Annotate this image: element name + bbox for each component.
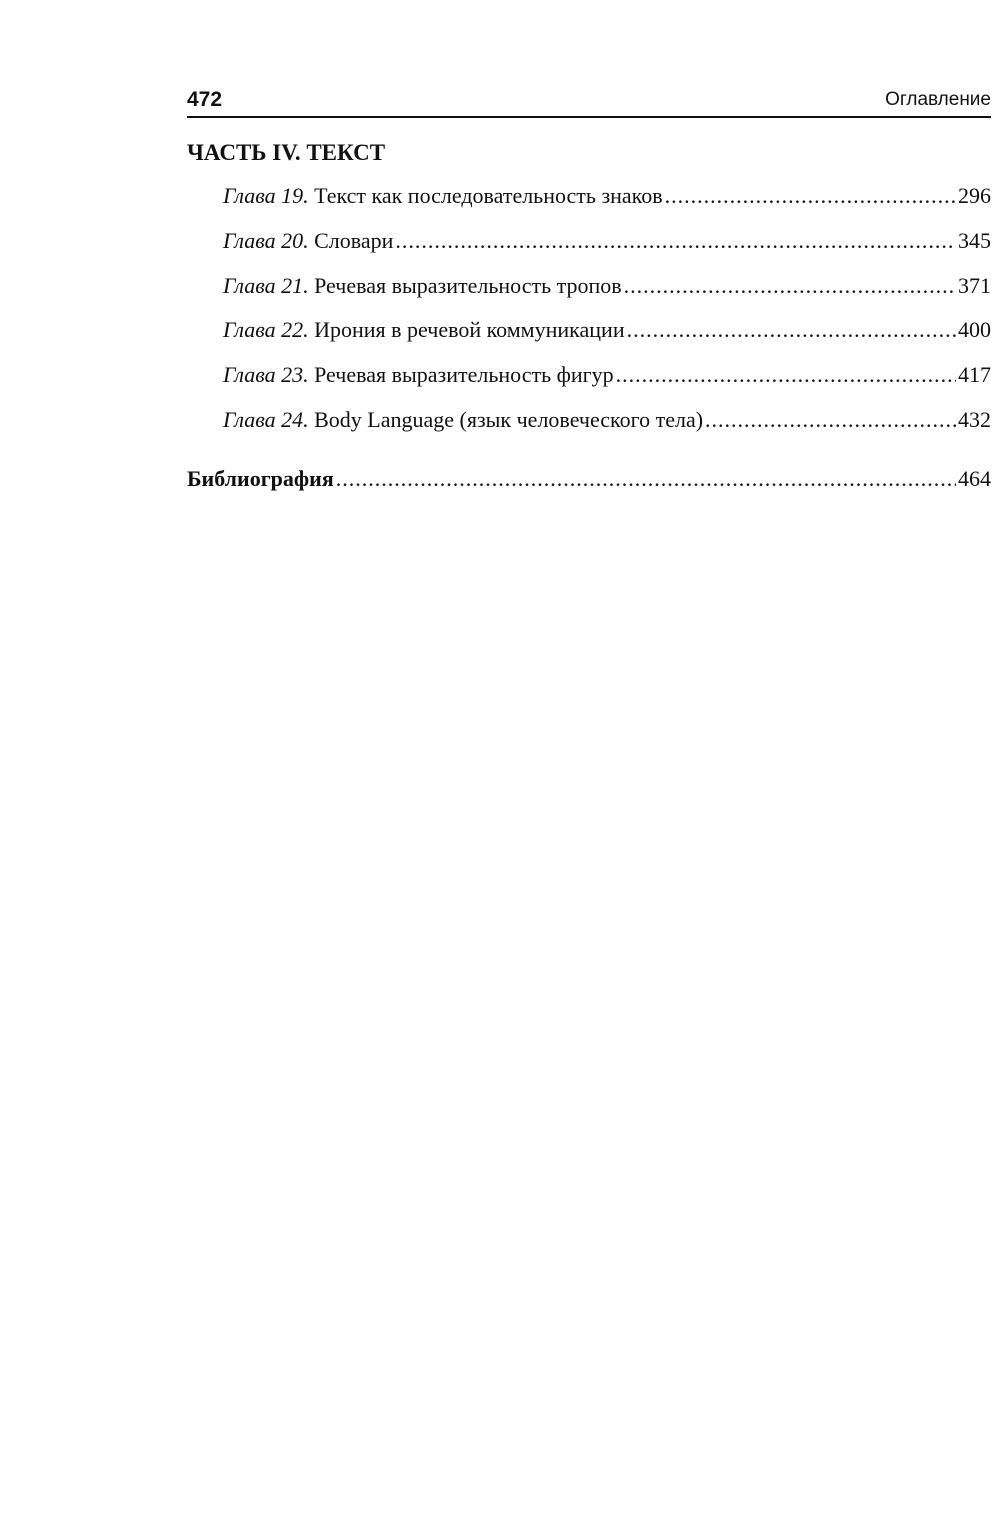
chapter-prefix: Глава 20. [223, 228, 309, 253]
bibliography-page-number: 464 [958, 466, 991, 491]
dot-leader [627, 315, 956, 345]
dot-leader [616, 360, 956, 390]
toc-entry-chapter-21[interactable] [223, 271, 991, 301]
dot-leader [395, 226, 956, 256]
dot-leader [705, 405, 956, 435]
toc-entry-label [223, 360, 614, 390]
dot-leader [665, 181, 956, 211]
toc-entry-label [223, 405, 703, 435]
bibliography-title: Библиография [187, 466, 334, 491]
chapter-page-number: 345 [958, 228, 991, 253]
dot-leader [336, 464, 956, 494]
chapter-title: Словари [314, 228, 394, 253]
chapter-title: Речевая выразительность фигур [314, 362, 614, 387]
chapter-title: Ирония в речевой коммуникации [314, 317, 625, 342]
toc-entry-chapter-19[interactable] [223, 181, 991, 211]
running-title: Оглавление [885, 89, 991, 110]
chapter-title: Речевая выразительность тропов [314, 273, 622, 298]
toc-entry-chapter-23[interactable] [223, 360, 991, 390]
chapter-prefix: Глава 21. [223, 273, 309, 298]
toc-entry-chapter-24[interactable] [223, 405, 991, 435]
dot-leader [624, 271, 956, 301]
chapter-title: Body Language (язык человеческого тела) [314, 407, 704, 432]
chapter-page-number: 371 [958, 273, 991, 298]
chapter-prefix: Глава 24. [223, 407, 309, 432]
chapter-page-number: 432 [958, 407, 991, 432]
toc-entry-chapter-22[interactable] [223, 315, 991, 345]
chapter-page-number: 400 [958, 317, 991, 342]
chapter-prefix: Глава 23. [223, 362, 309, 387]
running-head [187, 88, 991, 118]
toc-entry-label [223, 226, 393, 256]
toc-entry-label [223, 271, 622, 301]
toc-entry-chapter-20[interactable] [223, 226, 991, 256]
toc-entry-label [223, 315, 625, 345]
toc-entry-bibliography[interactable] [187, 464, 991, 494]
chapter-page-number: 417 [958, 362, 991, 387]
part-heading: ЧАСТЬ IV. ТЕКСТ [187, 140, 386, 165]
page-number: 472 [187, 88, 223, 111]
chapter-page-number: 296 [958, 183, 991, 208]
chapter-prefix: Глава 19. [223, 183, 309, 208]
chapter-title: Текст как последовательность знаков [314, 183, 663, 208]
toc-entry-label [223, 181, 663, 211]
chapter-prefix: Глава 22. [223, 317, 309, 342]
